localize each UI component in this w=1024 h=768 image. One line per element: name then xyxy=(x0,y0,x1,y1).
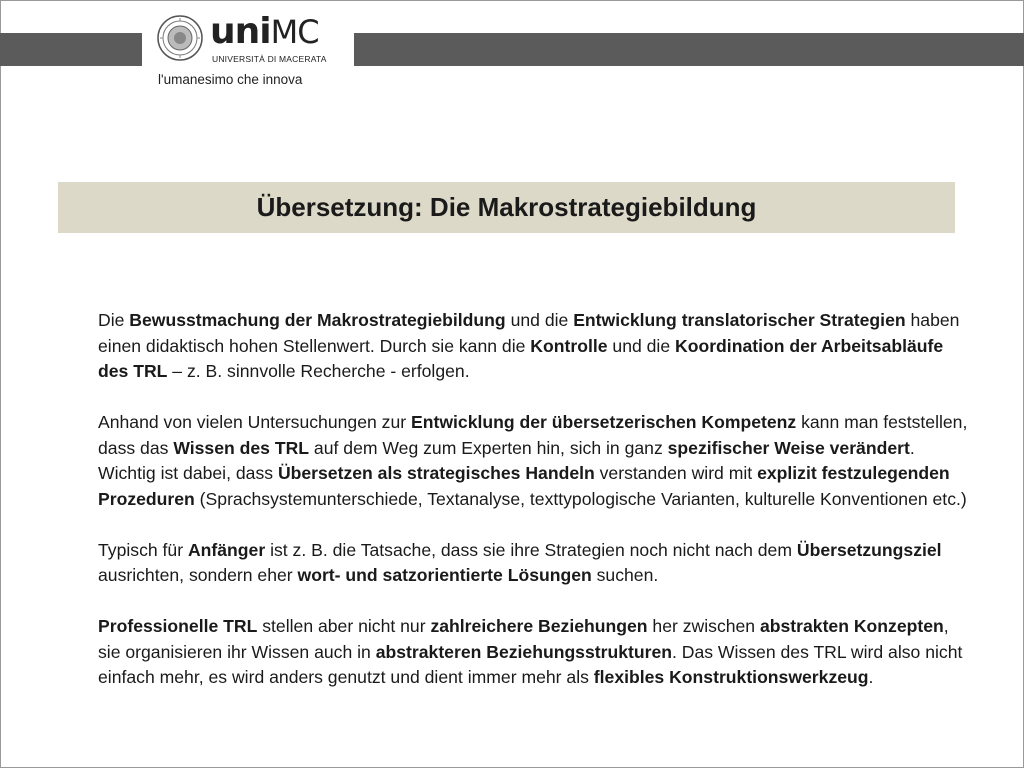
text-run: Anhand von vielen Untersuchungen zur xyxy=(98,412,411,432)
bold-phrase: spezifischer Weise verändert xyxy=(667,437,910,458)
paragraph xyxy=(98,538,970,589)
text-run: , sie organisieren ihr Wissen auch in xyxy=(98,616,949,662)
bold-phrase: Übersetzen als strategisches Handeln xyxy=(277,463,595,483)
text-run: (Sprachsystemunterschiede, Textanalyse, texttypologische Varianten, kulturelle Konventionen etc.) xyxy=(194,488,967,509)
bold-phrase: Koordination der Arbeitsabläufe des TRL xyxy=(98,335,944,381)
brand-wordmark: uniMC xyxy=(210,11,319,52)
header-bar-left xyxy=(0,33,142,66)
text-run: . Wichtig ist dabei, dass xyxy=(98,437,915,483)
slide-body xyxy=(98,308,970,716)
text-run: verstanden wird mit xyxy=(594,463,758,483)
text-run: auf dem Weg zum Experten hin, sich in ganz xyxy=(309,437,668,458)
paragraph xyxy=(98,614,970,691)
text-run: stellen aber nicht nur xyxy=(257,616,431,636)
university-logo xyxy=(150,8,346,74)
text-run: – z. B. sinnvolle Recherche - erfolgen. xyxy=(167,361,470,381)
text-run: und die xyxy=(607,335,676,356)
bold-phrase: Anfänger xyxy=(187,539,266,560)
text-run: Typisch für xyxy=(98,539,188,560)
bold-phrase: Professionelle TRL xyxy=(98,616,258,636)
university-seal-icon xyxy=(157,15,203,61)
bold-phrase: wort- und satzorientierte Lösungen xyxy=(297,565,592,585)
tagline: l'umanesimo che innova xyxy=(158,72,303,87)
bold-phrase: explizit festzulegenden Prozeduren xyxy=(98,463,950,509)
bold-phrase: abstrakteren Beziehungsstrukturen xyxy=(375,641,672,662)
text-run: suchen. xyxy=(591,565,659,585)
bold-phrase: Kontrolle xyxy=(530,335,608,356)
text-run: . Das Wissen des TRL wird also nicht einfach mehr, es wird anders genutzt und dient immer mehr als xyxy=(98,641,963,687)
bold-phrase: Übersetzungsziel xyxy=(796,539,942,560)
text-run: ist z. B. die Tatsache, dass sie ihre Strategien noch nicht nach dem xyxy=(265,539,797,560)
bold-phrase: zahlreichere Beziehungen xyxy=(430,616,648,636)
university-name: UNIVERSITÀ DI MACERATA xyxy=(212,54,327,64)
text-run: her zwischen xyxy=(647,616,760,636)
slide-title: Übersetzung: Die Makrostrategiebildung xyxy=(256,192,757,222)
text-run: Die xyxy=(98,310,130,330)
bold-phrase: Bewusstmachung der Makrostrategiebildung xyxy=(129,310,506,330)
header-bar-right xyxy=(354,33,1024,66)
title-band xyxy=(58,182,955,233)
text-run: und die xyxy=(505,310,574,330)
bold-phrase: Entwicklung translatorischer Strategien xyxy=(573,310,906,330)
text-run: haben einen didaktisch hohen Stellenwert. Durch sie kann die xyxy=(98,310,960,356)
paragraph xyxy=(98,410,970,512)
bold-phrase: Entwicklung der übersetzerischen Kompetenz xyxy=(411,412,797,432)
bold-phrase: abstrakten Konzepten xyxy=(759,616,944,636)
text-run: . xyxy=(868,667,874,687)
text-run: ausrichten, sondern eher xyxy=(98,565,298,585)
bold-phrase: flexibles Konstruktionswerkzeug xyxy=(593,667,869,687)
paragraph xyxy=(98,308,970,385)
bold-phrase: Wissen des TRL xyxy=(173,437,310,458)
text-run: kann man feststellen, dass das xyxy=(98,412,968,458)
